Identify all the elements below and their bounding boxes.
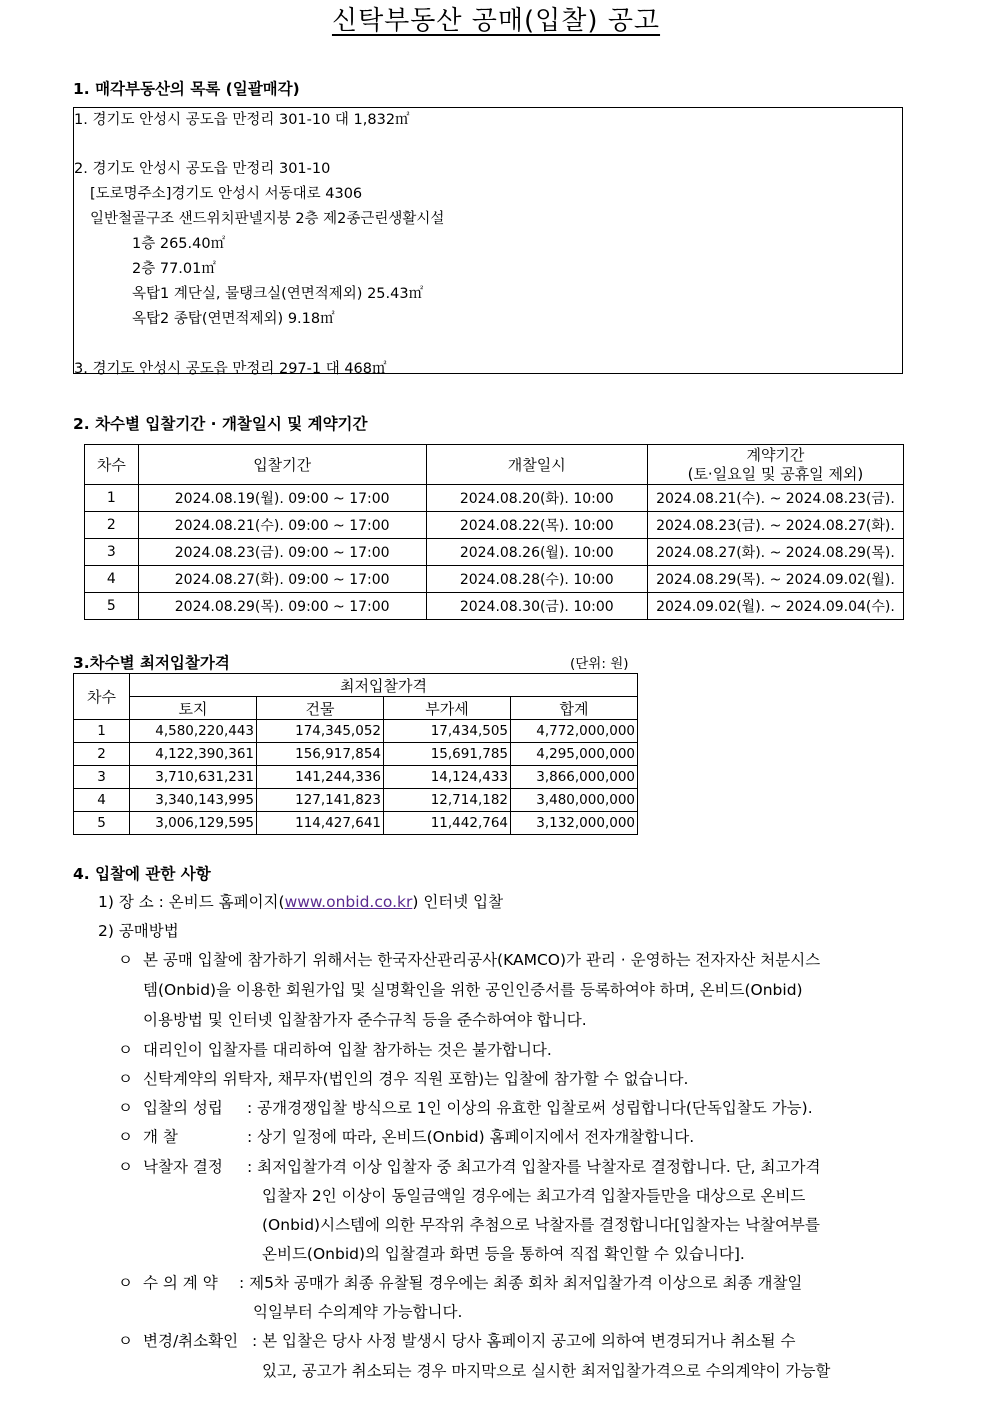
table-cell: 12,714,182 — [384, 789, 511, 812]
p3-text: 신탁계약의 위탁자, 채무자(법인의 경우 직원 포함)는 입찰에 참가할 수 없습니다. — [143, 1070, 689, 1088]
section1-heading: 1. 매각부동산의 목록 (일괄매각) — [73, 80, 300, 98]
col-header: 차수 — [85, 445, 139, 485]
table-cell: 141,244,336 — [257, 766, 384, 789]
table-cell: 3,710,631,231 — [130, 766, 257, 789]
table-cell: 2024.08.28(수). 10:00 — [426, 566, 647, 593]
table-row — [85, 593, 904, 620]
table-cell: 4,772,000,000 — [511, 720, 638, 743]
table-cell: 2024.08.23(금). 09:00 ~ 17:00 — [138, 539, 426, 566]
table-cell: 2024.08.22(목). 10:00 — [426, 512, 647, 539]
table-header-row — [74, 674, 638, 697]
table-cell: 4,122,390,361 — [130, 743, 257, 766]
bullet-icon: ㅇ — [118, 1041, 133, 1059]
col-header: 토지 — [130, 697, 257, 720]
property-line: [도로명주소]경기도 안성시 서동대로 4306 — [90, 186, 363, 202]
p8-line: : 본 입찰은 당사 사정 발생시 당사 홈페이지 공고에 의하여 변경되거나 취소될 수 — [252, 1332, 796, 1350]
table-cell: 2024.08.30(금). 10:00 — [426, 593, 647, 620]
section3-heading: 3.차수별 최저입찰가격 — [73, 654, 230, 672]
table-header-row — [74, 697, 638, 720]
table-cell: 2024.09.02(월). ~ 2024.09.04(수). — [647, 593, 903, 620]
table-cell: 4,580,220,443 — [130, 720, 257, 743]
p7-line: 익일부터 수의계약 가능합니다. — [253, 1303, 463, 1321]
col-header: 개찰일시 — [426, 445, 647, 485]
table-cell: 2 — [85, 512, 139, 539]
group-header: 최저입찰가격 — [130, 674, 638, 697]
p6-line: 입찰자 2인 이상이 동일금액일 경우에는 최고가격 입찰자들만을 대상으로 온비드 — [262, 1187, 806, 1205]
p7-label: 수 의 계 약 — [143, 1274, 218, 1292]
p8-label: 변경/취소확인 — [143, 1332, 239, 1350]
table-cell: 3,340,143,995 — [130, 789, 257, 812]
property-line: 2. 경기도 안성시 공도읍 만정리 301-10 — [74, 161, 331, 177]
bullet-icon: ㅇ — [118, 1332, 133, 1350]
table-cell: 2024.08.26(월). 10:00 — [426, 539, 647, 566]
p5-text: : 상기 일정에 따라, 온비드(Onbid) 홈페이지에서 전자개찰합니다. — [247, 1128, 695, 1146]
property-line: 2층 77.01㎡ — [132, 261, 216, 277]
col-header: 건물 — [257, 697, 384, 720]
property-line: 옥탑1 계단실, 물탱크실(연면적제외) 25.43㎡ — [132, 286, 424, 302]
table-row — [74, 766, 638, 789]
table-cell: 4 — [74, 789, 130, 812]
p6-line: : 최저입찰가격 이상 입찰자 중 최고가격 입찰자를 낙찰자로 결정합니다. 단, 최고가격 — [247, 1158, 821, 1176]
col-header: 부가세 — [384, 697, 511, 720]
property-line: 1. 경기도 안성시 공도읍 만정리 301-10 대 1,832㎡ — [74, 112, 410, 128]
p6-label: 낙찰자 결정 — [143, 1158, 223, 1176]
p7-line: : 제5차 공매가 최종 유찰될 경우에는 최종 회차 최저입찰가격 이상으로 최종 개찰일 — [239, 1274, 803, 1292]
table-cell: 3 — [85, 539, 139, 566]
bullet-icon: ㅇ — [118, 1158, 133, 1176]
table-cell: 1 — [85, 485, 139, 512]
table-cell: 15,691,785 — [384, 743, 511, 766]
method-heading: 2) 공매방법 — [98, 922, 179, 940]
table-row — [85, 539, 904, 566]
col-header: 합계 — [511, 697, 638, 720]
table-cell: 3 — [74, 766, 130, 789]
table-cell: 3,006,129,595 — [130, 812, 257, 835]
col-header-contract — [647, 445, 903, 485]
onbid-link[interactable]: www.onbid.co.kr — [284, 893, 413, 911]
bullet-icon: ㅇ — [118, 1274, 133, 1292]
property-line: 옥탑2 종탑(연면적제외) 9.18㎡ — [132, 311, 335, 327]
p1-line: 템(Onbid)을 이용한 회원가입 및 실명확인을 위한 공인인증서를 등록하여야 하며, 온비드(Onbid) — [143, 981, 803, 999]
table-cell: 3,866,000,000 — [511, 766, 638, 789]
table-row — [74, 789, 638, 812]
table-cell: 2024.08.21(수). ~ 2024.08.23(금). — [647, 485, 903, 512]
table-cell: 4 — [85, 566, 139, 593]
col-header: 계약기간 — [746, 445, 805, 464]
p8-line: 있고, 공고가 취소되는 경우 마지막으로 실시한 최저입찰가격으로 수의계약이 가능할 — [262, 1362, 831, 1380]
table-cell: 2024.08.27(화). 09:00 ~ 17:00 — [138, 566, 426, 593]
p4-label: 입찰의 성립 — [143, 1099, 223, 1117]
table-cell: 1 — [74, 720, 130, 743]
section2-heading: 2. 차수별 입찰기간 · 개찰일시 및 계약기간 — [73, 415, 368, 433]
section4-heading: 4. 입찰에 관한 사항 — [73, 865, 211, 883]
property-list-box — [73, 107, 903, 377]
schedule-table — [84, 444, 904, 620]
property-line: 1층 265.40㎡ — [132, 236, 226, 252]
bullet-icon: ㅇ — [118, 951, 133, 969]
table-cell: 3,480,000,000 — [511, 789, 638, 812]
p1-line: 이용방법 및 인터넷 입찰참가자 준수규칙 등을 준수하여야 합니다. — [143, 1011, 587, 1029]
table-cell: 2024.08.27(화). ~ 2024.08.29(목). — [647, 539, 903, 566]
bid-place — [98, 890, 503, 912]
p1-line: 본 공매 입찰에 참가하기 위해서는 한국자산관리공사(KAMCO)가 관리 · 운영하는 전자자산 처분시스 — [143, 951, 821, 969]
table-row — [85, 566, 904, 593]
table-cell: 17,434,505 — [384, 720, 511, 743]
table-row — [74, 720, 638, 743]
col-header-note: (토·일요일 및 공휴일 제외) — [687, 464, 864, 483]
table-cell: 174,345,052 — [257, 720, 384, 743]
table-cell: 14,124,433 — [384, 766, 511, 789]
table-cell: 2024.08.21(수). 09:00 ~ 17:00 — [138, 512, 426, 539]
table-cell: 11,442,764 — [384, 812, 511, 835]
table-cell: 156,917,854 — [257, 743, 384, 766]
table-cell: 114,427,641 — [257, 812, 384, 835]
p4-text: : 공개경쟁입찰 방식으로 1인 이상의 유효한 입찰로써 성립합니다(단독입찰도 가능). — [247, 1099, 813, 1117]
table-cell: 5 — [74, 812, 130, 835]
price-table — [73, 673, 638, 835]
table-row — [85, 512, 904, 539]
table-row — [85, 485, 904, 512]
table-cell: 2024.08.29(목). ~ 2024.09.02(월). — [647, 566, 903, 593]
bullet-icon: ㅇ — [118, 1099, 133, 1117]
table-cell: 127,141,823 — [257, 789, 384, 812]
unit-label: (단위: 원) — [570, 656, 629, 672]
bullet-icon: ㅇ — [118, 1128, 133, 1146]
p6-line: (Onbid)시스템에 의한 무작위 추첨으로 낙찰자를 결정합니다[입찰자는 낙찰여부를 — [262, 1216, 820, 1234]
bid-place-suffix: ) 인터넷 입찰 — [412, 893, 504, 911]
bullet-icon: ㅇ — [118, 1070, 133, 1088]
page-title: 신탁부동산 공매(입찰) 공고 — [331, 6, 661, 36]
table-cell: 2024.08.29(목). 09:00 ~ 17:00 — [138, 593, 426, 620]
table-cell: 3,132,000,000 — [511, 812, 638, 835]
p6-line: 온비드(Onbid)의 입찰결과 화면 등을 통하여 직접 확인할 수 있습니다]. — [262, 1245, 745, 1263]
table-cell: 2024.08.19(월). 09:00 ~ 17:00 — [138, 485, 426, 512]
table-row — [74, 812, 638, 835]
property-line: 일반철골구조 샌드위치판넬지붕 2층 제2종근린생활시설 — [90, 211, 445, 227]
property-line: 3. 경기도 안성시 공도읍 만정리 297-1 대 468㎡ — [74, 361, 387, 377]
col-header: 입찰기간 — [138, 445, 426, 485]
table-cell: 5 — [85, 593, 139, 620]
table-cell: 2 — [74, 743, 130, 766]
table-cell: 4,295,000,000 — [511, 743, 638, 766]
table-cell: 2024.08.20(화). 10:00 — [426, 485, 647, 512]
table-cell: 2024.08.23(금). ~ 2024.08.27(화). — [647, 512, 903, 539]
table-row — [74, 743, 638, 766]
table-header-row — [85, 445, 904, 485]
col-header: 차수 — [74, 674, 130, 720]
bid-place-prefix: 1) 장 소 : 온비드 홈페이지( — [98, 893, 285, 911]
p2-text: 대리인이 입찰자를 대리하여 입찰 참가하는 것은 불가합니다. — [143, 1041, 552, 1059]
p5-label: 개 찰 — [143, 1128, 178, 1146]
